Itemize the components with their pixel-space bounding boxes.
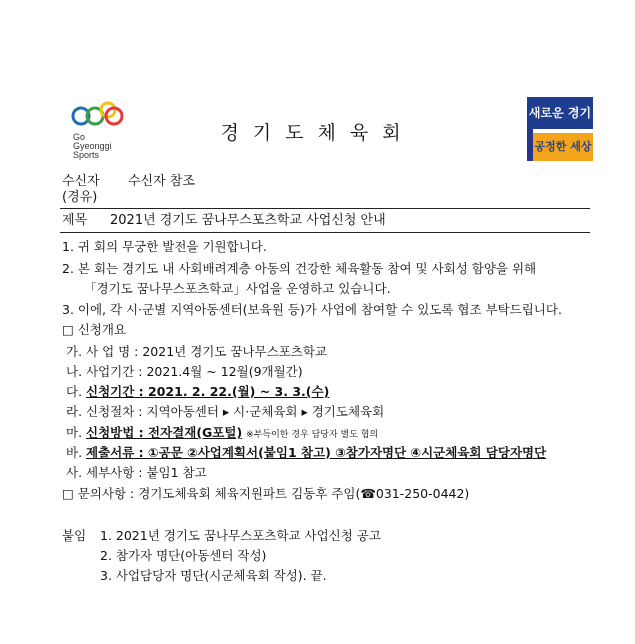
paragraph-3: 3. 이에, 각 시·군별 지역아동센터(보육원 등)가 사업에 참여할 수 있도록 협조 부탁드립니다. [62,302,562,317]
paragraph-2-line-1: 2. 본 회는 경기도 내 사회배려계층 아동의 건강한 체육활동 참여 및 사회성 함양을 위해 [62,261,537,276]
slogan-logo [527,97,593,163]
slogan-top: 새로운 경기 [527,97,593,129]
item-f [66,445,546,461]
logo-text-1: Go [73,132,86,142]
required-documents: 제출서류 : ①공문 ②사업계획서(붙임1 참고) ③참가자명단 ④시군체육회 담당자명단 [86,445,547,460]
attachment-3: 3. 사업담당자 명단(시군체육회 작성). 끝. [100,568,327,583]
application-method: 신청방법 : 전자결재(G포털) [86,425,243,440]
logo-text-2: Gyeonggi [73,141,112,151]
via-label: (경유) [62,190,98,205]
item-c [66,384,329,400]
item-d: 라. 신청절차 : 지역아동센터 ▸ 시·군체육회 ▸ 경기도체육회 [66,404,385,419]
item-a: 가. 사 업 명 : 2021년 경기도 꿈나무스포츠학교 [66,344,328,359]
paragraph-1: 1. 귀 회의 무궁한 발전을 기원합니다. [62,239,267,254]
logo-text-3: Sports [73,150,100,160]
attachment-1: 1. 2021년 경기도 꿈나무스포츠학교 사업신청 공고 [100,528,381,543]
recipient-value: 수신자 참조 [128,174,195,189]
attachment-label: 붙임 [62,528,87,543]
attachment-2: 2. 참가자 명단(아동센터 작성) [100,548,267,563]
paragraph-2-line-2: 「경기도 꿈나무스포츠학교」사업을 운영하고 있습니다. [84,281,391,296]
divider-top [60,208,590,209]
item-c-prefix: 다. [66,384,87,399]
item-g: 사. 세부사항 : 붙임1 참고 [66,465,207,480]
item-f-prefix: 바. [66,445,87,460]
section-overview: □ 신청개요 [62,322,127,337]
subject-label: 제목 [62,213,88,228]
application-period: 신청기간 : 2021. 2. 22.(월) ~ 3. 3.(수) [86,384,330,399]
recipient-label: 수신자 [62,174,100,189]
organization-title: 경기도체육회 [220,122,415,144]
slogan-bottom: 공정한 세상 [533,133,593,161]
contact-info: □ 문의사항 : 경기도체육회 체육지원파트 김동후 주임(☎031-250-0442) [62,486,470,501]
divider-bottom [60,232,590,233]
item-b: 나. 사업기간 : 2021.4월 ~ 12월(9개월간) [66,364,303,379]
item-e-prefix: 마. [66,425,87,440]
application-method-note: ※부득이한 경우 담당자 별도 협의 [246,430,379,440]
subject-value: 2021년 경기도 꿈나무스포츠학교 사업신청 안내 [110,213,386,228]
item-e [66,425,378,443]
